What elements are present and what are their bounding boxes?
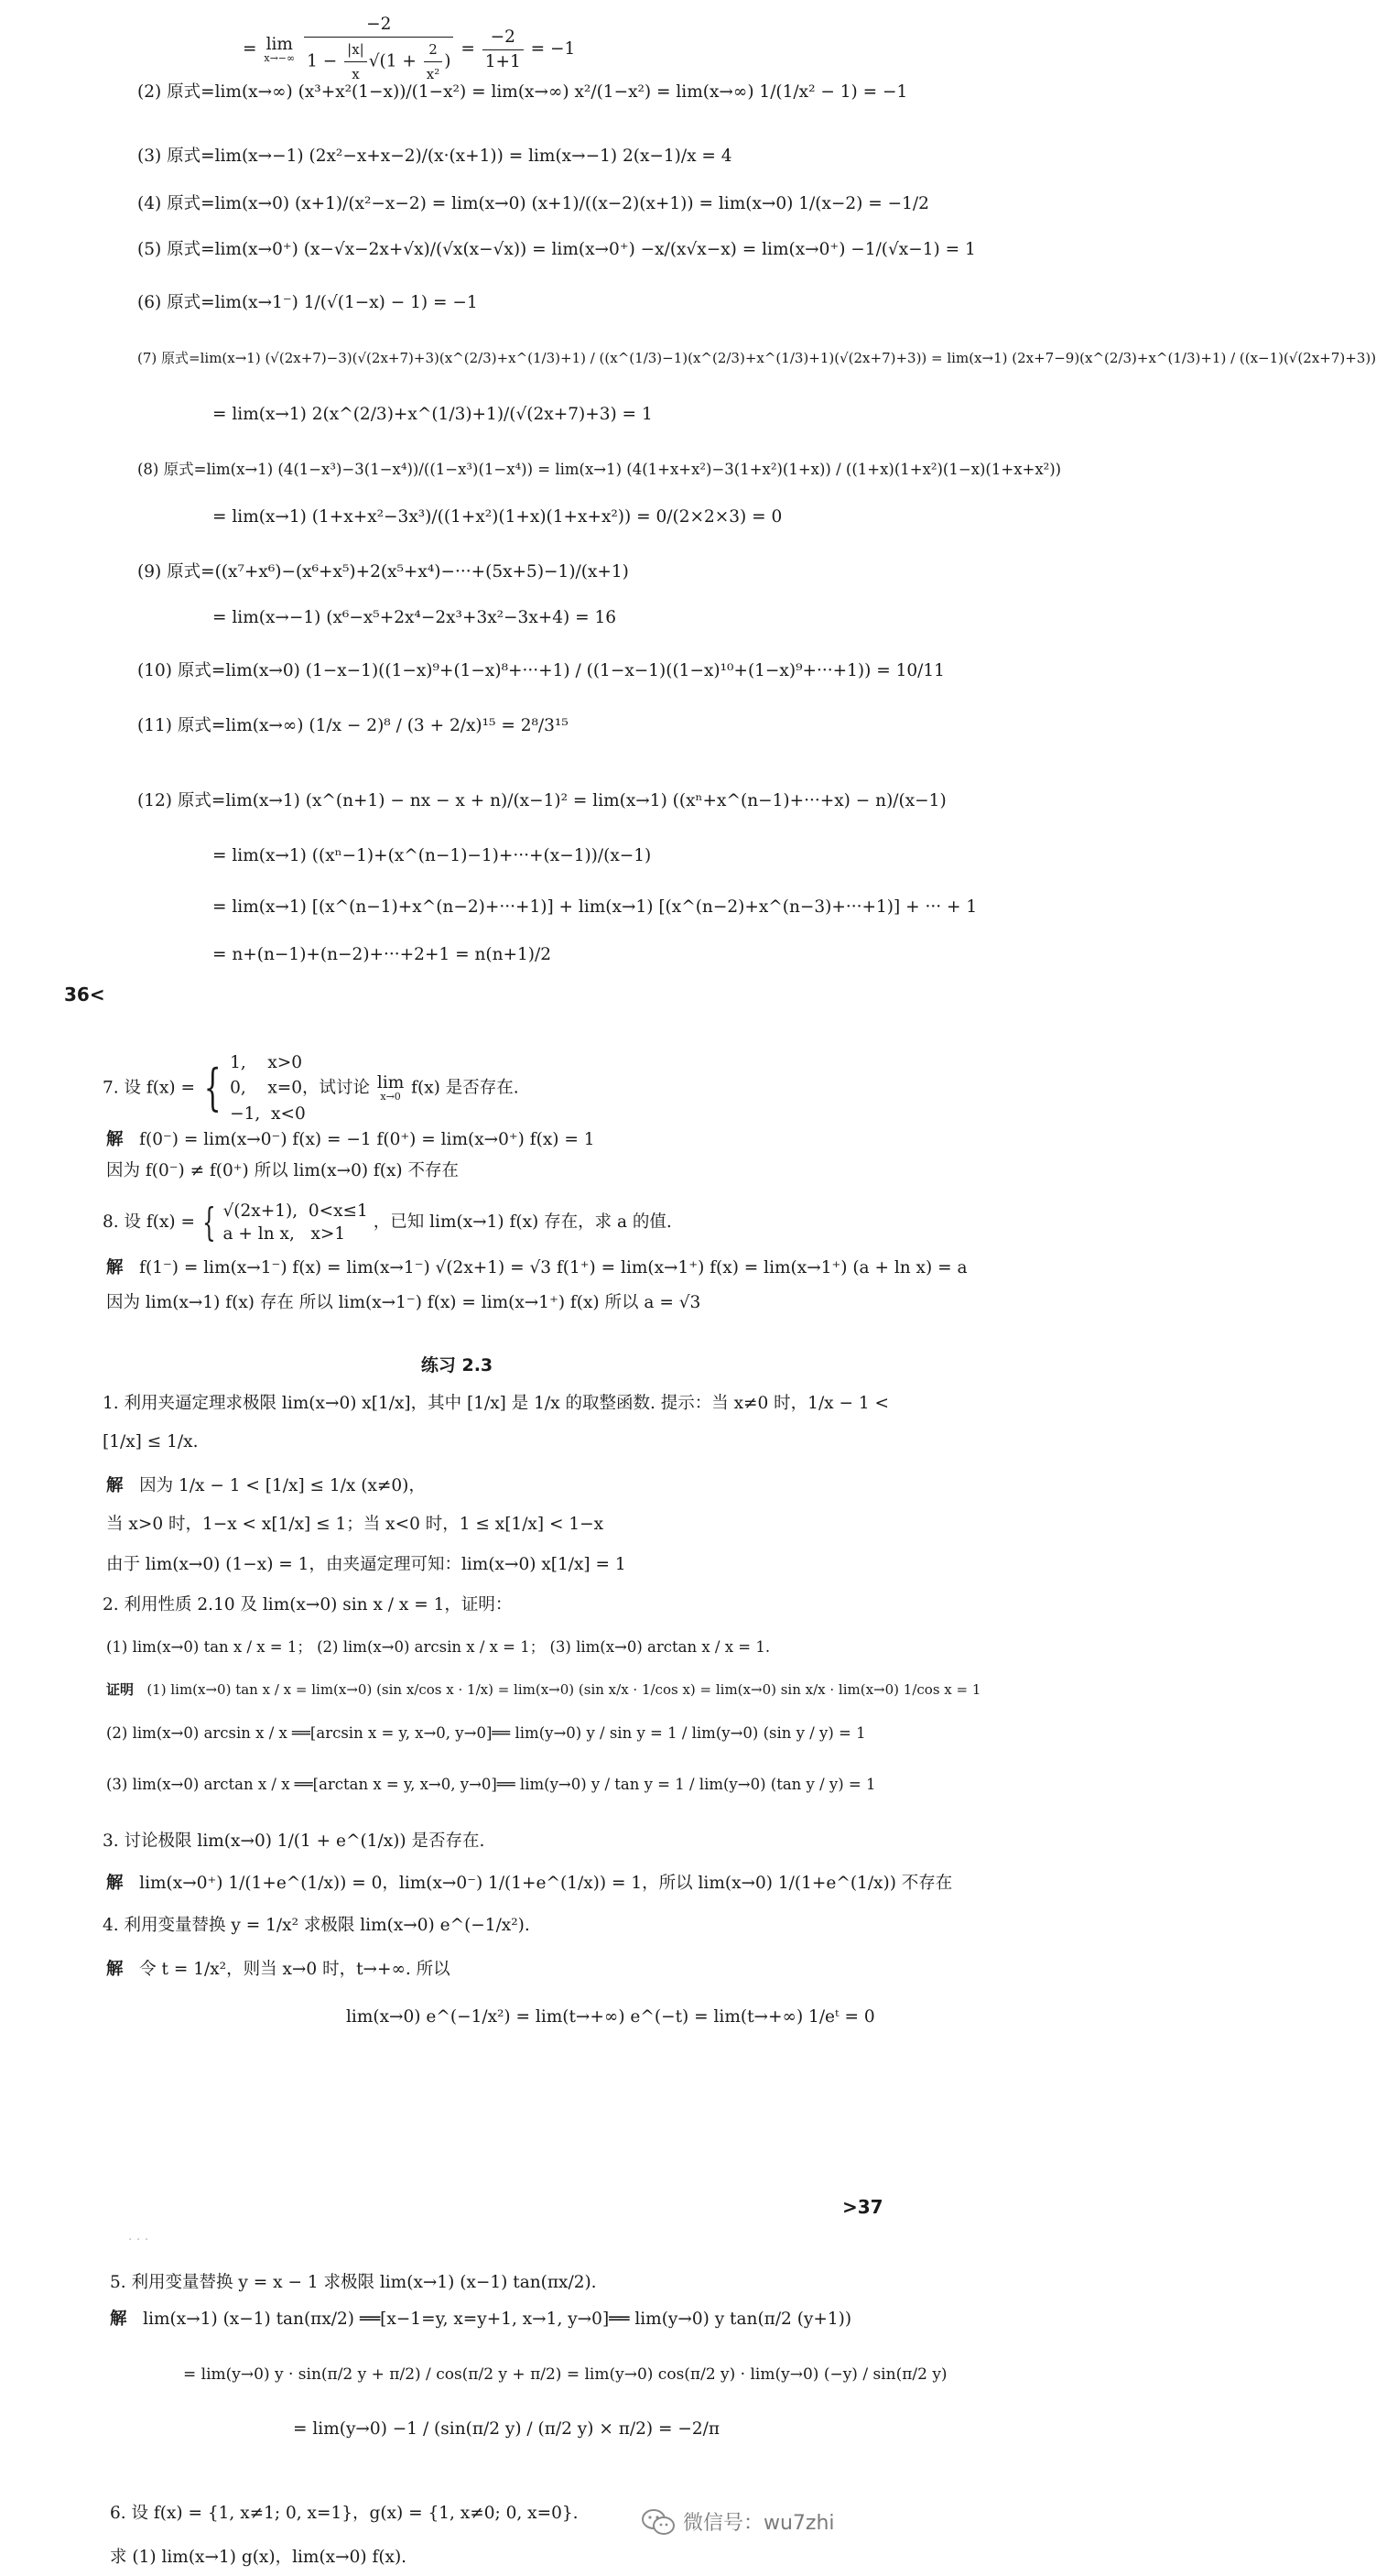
solution-line <box>137 145 732 168</box>
question-line <box>103 1593 512 1617</box>
solution-text: = lim(x→1) [(x^(n−1)+x^(n−2)+···+1)] + lim(x→1) [(x^(n−2)+x^(n−3)+···+1)] + ··· + 1 <box>212 897 978 917</box>
eq-line-1: = lim x→−∞ −2 1 − $\frac{|x|}{x}$ √(1 + $\frac{2}{\text{x²}}$ ) = $\frac{-2}{1+1}$ = −1 <box>243 15 576 82</box>
problem-6-question-2: 求 (1) lim(x→1) g(x)，lim(x→0) f(x). <box>110 2548 407 2567</box>
line-text: 4. 利用变量替换 y = 1/x² 求极限 lim(x→0) e^(−1/x²). <box>103 1916 530 1935</box>
solution-label: (9) 原式= <box>137 562 215 582</box>
solution-label: (11) 原式= <box>137 716 226 735</box>
problem-8-question: 8. 设 f(x) = { √(2x+1), 0<x≤1 a + ln x, x>1 ，已知 lim(x→1) f(x) 存在，求 a 的值. <box>103 1200 672 1245</box>
problem-8-solution-1: 解 f(1⁻) = lim(x→1⁻) f(x) = lim(x→1⁻) √(2x+1) = √3 f(1⁺) = lim(x→1⁺) f(x) = lim(x→1⁺) (a + ln x) = a <box>106 1258 968 1277</box>
problem-5-solution-2: = lim(y→0) y · sin(π/2 y + π/2) / cos(π/2 y + π/2) = lim(y→0) cos(π/2 y) · lim(y→0) (−y) / sin(π/2 y) <box>183 2365 948 2384</box>
solution-line <box>137 238 976 262</box>
solution-text: lim(x→1⁻) 1/(√(1−x) − 1) = −1 <box>214 293 478 312</box>
solution-line <box>137 346 1376 370</box>
solution-line <box>137 789 947 813</box>
solution-text: lim(x→1) (x^(n+1) − nx − x + n)/(x−1)² = lim(x→1) ((xⁿ+x^(n−1)+···+x) − n)/(x−1) <box>225 791 947 810</box>
solution-line <box>137 714 569 738</box>
line-text: (3) lim(x→0) arctan x / x ══[arctan x = y, x→0, y→0]══ lim(y→0) y / tan y = 1 / lim(y→0) (tan y / y) = 1 <box>106 1776 876 1793</box>
solution-label: (8) 原式= <box>137 461 207 478</box>
scan-dots: · · · <box>128 2233 149 2247</box>
line-text: lim(x→0) e^(−1/x²) = lim(t→+∞) e^(−t) = lim(t→+∞) 1/eᵗ = 0 <box>346 2007 875 2027</box>
solution-text: = lim(x→1) (1+x+x²−3x³)/((1+x²)(1+x)(1+x+x²)) = 0/(2×2×3) = 0 <box>212 507 783 527</box>
solution-label: (3) 原式= <box>137 147 215 166</box>
solution-label: 解 <box>106 1960 124 1979</box>
solution-line <box>106 1513 603 1537</box>
solution-label: (5) 原式= <box>137 240 215 259</box>
solution-text: lim(x→−1) (2x²−x+x−2)/(x·(x+1)) = lim(x→−1) 2(x−1)/x = 4 <box>214 147 732 166</box>
solution-line <box>106 1636 770 1659</box>
line-text: (1) lim(x→0) tan x / x = 1； (2) lim(x→0) arcsin x / x = 1； (3) lim(x→0) arctan x / x = 1. <box>106 1638 771 1656</box>
section-title: 练习 2.3 <box>420 1355 493 1375</box>
problem-5-question: 5. 利用变量替换 y = x − 1 求极限 lim(x→1) (x−1) tan(πx/2). <box>110 2273 597 2292</box>
watermark-text: 微信号：wu7zhi <box>683 2512 835 2535</box>
solution-line <box>346 2005 875 2029</box>
solution-text: lim(x→∞) (x³+x²(1−x))/(1−x²) = lim(x→∞) x²/(1−x²) = lim(x→∞) 1/(1/x² − 1) = −1 <box>214 82 908 102</box>
page-number-left: 36< <box>64 984 105 1005</box>
page-number-right: >37 <box>842 2196 883 2218</box>
solution-line <box>137 458 1061 482</box>
solution-label: 证明 <box>106 1681 135 1698</box>
solution-text: lim(x→1) (√(2x+7)−3)(√(2x+7)+3)(x^(2/3)+x^(1/3)+1) / ((x^(1/3)−1)(x^(2/3)+x^(1/3)+1)(√(2x+7)+3)) = lim(x→1) (2x+7−9)(x^(2/3)+x^(1/3)+1) / ((x−1)(√(2x+7)+3)) <box>200 350 1376 366</box>
solution-label: (6) 原式= <box>137 293 215 312</box>
line-text: 令 t = 1/x²，则当 x→0 时，t→+∞. 所以 <box>139 1960 450 1979</box>
problem-5-solution-1: 解 lim(x→1) (x−1) tan(πx/2) ══[x−1=y, x=y+1, x→1, y→0]══ lim(y→0) y tan(π/2 (y+1)) <box>110 2310 852 2329</box>
solution-text: lim(x→1) (4(1−x³)−3(1−x⁴))/((1−x³)(1−x⁴)) = lim(x→1) (4(1+x+x²)−3(1+x²)(1+x)) / ((1+x)(1+x²)(1−x)(1+x+x²)) <box>206 461 1062 478</box>
solution-line <box>106 1474 426 1498</box>
solution-text: = lim(x→1) 2(x^(2/3)+x^(1/3)+1)/(√(2x+7)+3) = 1 <box>212 405 653 424</box>
solution-line <box>106 1773 875 1797</box>
problem-7-question: 7. 设 f(x) = { 1, x>0 0, x=0，试讨论 lim x→0 f(x) 是否存在. −1, x<0 <box>103 1053 519 1124</box>
solution-label: 解 <box>106 1476 124 1495</box>
solution-label: (12) 原式= <box>137 791 226 810</box>
problem-6-question: 6. 设 f(x) = {1, x≠1; 0, x=1}，g(x) = {1, x≠0; 0, x=0}. <box>110 2504 579 2523</box>
solution-line <box>212 505 782 529</box>
solution-line <box>137 560 629 584</box>
solution-text: ((x⁷+x⁶)−(x⁶+x⁵)+2(x⁵+x⁴)−···+(5x+5)−1)/(x+1) <box>214 562 629 582</box>
solution-line <box>106 1553 626 1577</box>
solution-label: (2) 原式= <box>137 82 215 102</box>
line-text: 当 x>0 时，1−x < x[1/x] ≤ 1；当 x<0 时，1 ≤ x[1/x] < 1−x <box>106 1515 604 1534</box>
solution-text: lim(x→0) (x+1)/(x²−x−2) = lim(x→0) (x+1)/((x−2)(x+1)) = lim(x→0) 1/(x−2) = −1/2 <box>214 194 929 213</box>
solution-line <box>212 943 551 967</box>
solution-line <box>137 81 907 104</box>
line-text: 3. 讨论极限 lim(x→0) 1/(1 + e^(1/x)) 是否存在. <box>103 1831 485 1851</box>
solution-text: = lim(x→−1) (x⁶−x⁵+2x⁴−2x³+3x²−3x+4) = 16 <box>212 608 617 627</box>
solution-line <box>212 844 651 868</box>
solution-line <box>212 403 653 427</box>
line-text: 2. 利用性质 2.10 及 lim(x→0) sin x / x = 1，证明： <box>103 1595 513 1614</box>
problem-5-solution-3: = lim(y→0) −1 / (sin(π/2 y) / (π/2 y) × π/2) = −2/π <box>293 2419 721 2439</box>
solution-line <box>137 192 929 216</box>
line-text: 因为 1/x − 1 < [1/x] ≤ 1/x (x≠0)， <box>139 1476 426 1495</box>
problem-7-solution-1: 解 f(0⁻) = lim(x→0⁻) f(x) = −1 f(0⁺) = lim(x→0⁺) f(x) = 1 <box>106 1130 595 1149</box>
solution-label: 解 <box>106 1874 124 1893</box>
line-text: (2) lim(x→0) arcsin x / x ══[arcsin x = y, x→0, y→0]══ lim(y→0) y / sin y = 1 / lim(y→0) (sin y / y) = 1 <box>106 1724 866 1742</box>
line-text: (1) lim(x→0) tan x / x = lim(x→0) (sin x/cos x · 1/x) = lim(x→0) (sin x/x · 1/cos x) = lim(x→0) sin x/x · lim(x→0) 1/cos x = 1 <box>146 1681 981 1698</box>
solution-label: (10) 原式= <box>137 661 226 680</box>
problem-7-solution-2: 因为 f(0⁻) ≠ f(0⁺) 所以 lim(x→0) f(x) 不存在 <box>106 1161 460 1180</box>
wechat-icon <box>641 2508 676 2536</box>
solution-text: lim(x→∞) (1/x − 2)⁸ / (3 + 2/x)¹⁵ = 2⁸/3¹⁵ <box>225 716 569 735</box>
line-text: lim(x→0⁺) 1/(1+e^(1/x)) = 0，lim(x→0⁻) 1/(1+e^(1/x)) = 1，所以 lim(x→0) 1/(1+e^(1/x)) 不存在 <box>139 1874 953 1893</box>
solution-line <box>106 1678 981 1701</box>
line-text: [1/x] ≤ 1/x. <box>103 1432 199 1451</box>
solution-line <box>212 896 977 919</box>
question-line <box>103 1830 484 1853</box>
solution-line <box>137 659 945 683</box>
question-line <box>103 1392 889 1416</box>
solution-text: = n+(n−1)+(n−2)+···+2+1 = n(n+1)/2 <box>212 945 552 964</box>
problem-8-solution-2: 因为 lim(x→1) f(x) 存在 所以 lim(x→1⁻) f(x) = lim(x→1⁺) f(x) 所以 a = √3 <box>106 1293 701 1312</box>
question-line <box>103 1430 198 1454</box>
solution-line <box>106 1958 450 1982</box>
solution-label: (7) 原式= <box>137 350 200 366</box>
solution-label: (4) 原式= <box>137 194 215 213</box>
solution-text: lim(x→0⁺) (x−√x−2x+√x)/(√x(x−√x)) = lim(x→0⁺) −x/(x√x−x) = lim(x→0⁺) −1/(√x−1) = 1 <box>214 240 976 259</box>
solution-line <box>212 606 616 630</box>
line-text: 由于 lim(x→0) (1−x) = 1，由夹逼定理可知：lim(x→0) x[1/x] = 1 <box>106 1555 626 1574</box>
watermark <box>641 2507 835 2536</box>
solution-text: lim(x→0) (1−x−1)((1−x)⁹+(1−x)⁸+···+1) / ((1−x−1)((1−x)¹⁰+(1−x)⁹+···+1)) = 10/11 <box>225 661 945 680</box>
solution-line <box>137 291 478 315</box>
question-line <box>103 1914 530 1938</box>
solution-line <box>106 1722 866 1745</box>
solution-text: = lim(x→1) ((xⁿ−1)+(x^(n−1)−1)+···+(x−1))/(x−1) <box>212 846 652 865</box>
line-text: 1. 利用夹逼定理求极限 lim(x→0) x[1/x]，其中 [1/x] 是 1/x 的取整函数. 提示：当 x≠0 时，1/x − 1 < <box>103 1394 890 1413</box>
solution-line <box>106 1872 952 1896</box>
